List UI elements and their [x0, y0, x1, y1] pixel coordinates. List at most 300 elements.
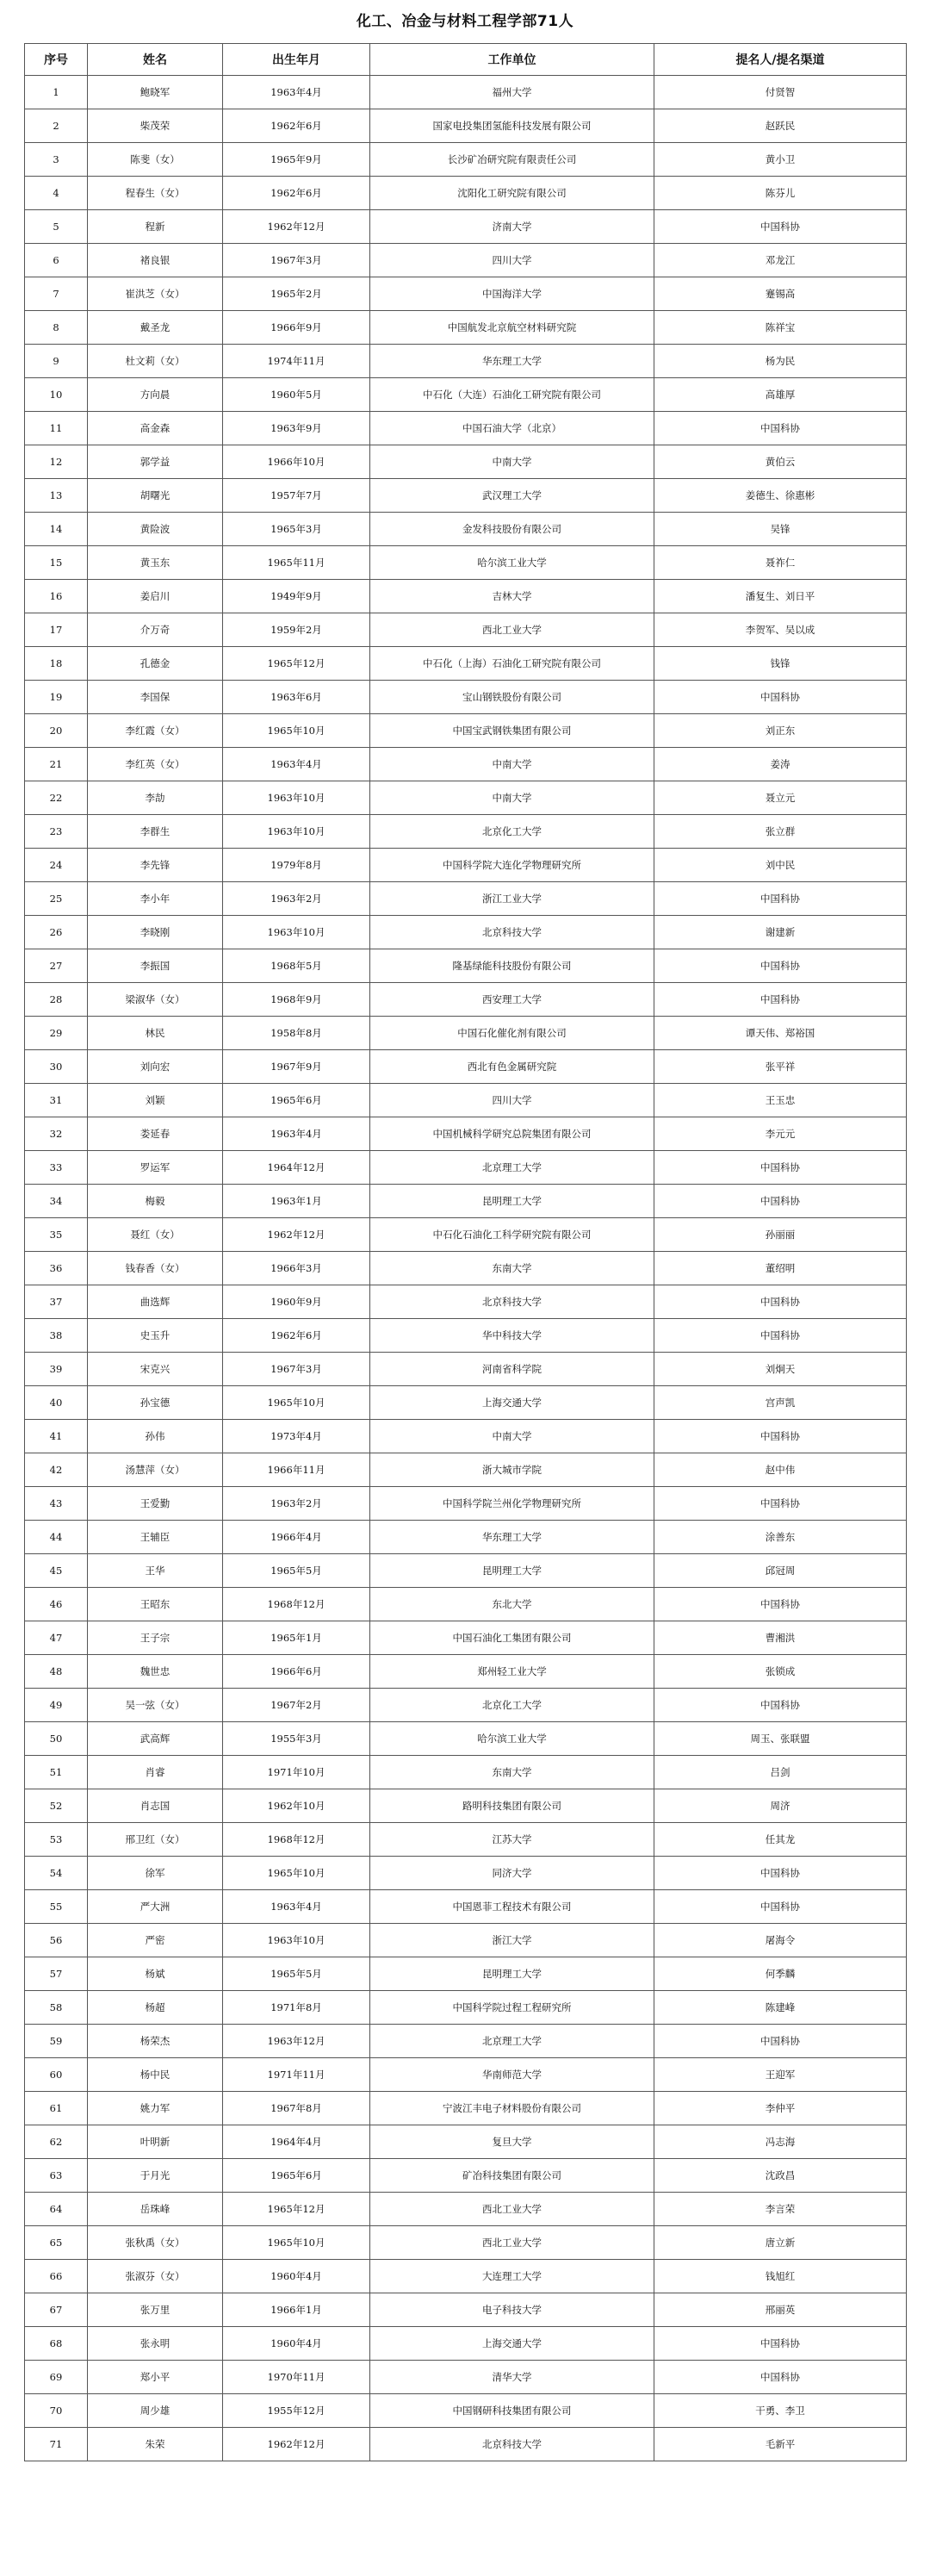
cell-work-unit: 中国宝武钢铁集团有限公司: [370, 714, 654, 748]
table-row: [25, 580, 907, 613]
cell-nominator: 中国科协: [654, 1857, 907, 1890]
cell-birth-date: 1968年12月: [223, 1823, 370, 1857]
cell-work-unit: 金发科技股份有限公司: [370, 513, 654, 546]
cell-name: 戴圣龙: [88, 311, 223, 345]
cell-index: 12: [25, 445, 88, 479]
cell-index: 65: [25, 2226, 88, 2260]
table-row: [25, 277, 907, 311]
table-row: [25, 1521, 907, 1554]
table-row: [25, 244, 907, 277]
cell-work-unit: 昆明理工大学: [370, 1957, 654, 1991]
cell-birth-date: 1963年10月: [223, 815, 370, 849]
header-index: 序号: [25, 44, 88, 76]
cell-work-unit: 华中科技大学: [370, 1319, 654, 1353]
cell-index: 57: [25, 1957, 88, 1991]
cell-nominator: 付贤智: [654, 76, 907, 109]
cell-birth-date: 1962年12月: [223, 2428, 370, 2461]
cell-work-unit: 北京科技大学: [370, 916, 654, 949]
cell-nominator: 钱锋: [654, 647, 907, 681]
table-row: [25, 513, 907, 546]
cell-index: 70: [25, 2394, 88, 2428]
table-row: [25, 1285, 907, 1319]
cell-index: 47: [25, 1621, 88, 1655]
cell-nominator: 曹湘洪: [654, 1621, 907, 1655]
cell-index: 21: [25, 748, 88, 781]
table-row: [25, 2159, 907, 2193]
cell-nominator: 任其龙: [654, 1823, 907, 1857]
cell-nominator: 中国科协: [654, 1890, 907, 1924]
cell-name: 李晓刚: [88, 916, 223, 949]
table-row: [25, 2193, 907, 2226]
cell-nominator: 冯志海: [654, 2125, 907, 2159]
cell-nominator: 蹇锡高: [654, 277, 907, 311]
table-row: [25, 748, 907, 781]
cell-work-unit: 浙江大学: [370, 1924, 654, 1957]
cell-name: 王昭东: [88, 1588, 223, 1621]
cell-birth-date: 1965年12月: [223, 2193, 370, 2226]
table-row: [25, 546, 907, 580]
cell-name: 梁淑华（女）: [88, 983, 223, 1017]
cell-birth-date: 1964年12月: [223, 1151, 370, 1185]
cell-index: 27: [25, 949, 88, 983]
cell-index: 54: [25, 1857, 88, 1890]
cell-nominator: 涂善东: [654, 1521, 907, 1554]
cell-work-unit: 矿冶科技集团有限公司: [370, 2159, 654, 2193]
cell-work-unit: 中国钢研科技集团有限公司: [370, 2394, 654, 2428]
cell-nominator: 张平祥: [654, 1050, 907, 1084]
cell-birth-date: 1963年4月: [223, 76, 370, 109]
cell-nominator: 中国科协: [654, 882, 907, 916]
cell-birth-date: 1963年10月: [223, 916, 370, 949]
cell-name: 严大洲: [88, 1890, 223, 1924]
cell-birth-date: 1963年10月: [223, 1924, 370, 1957]
cell-index: 17: [25, 613, 88, 647]
cell-work-unit: 北京化工大学: [370, 1689, 654, 1722]
cell-work-unit: 昆明理工大学: [370, 1554, 654, 1588]
cell-work-unit: 江苏大学: [370, 1823, 654, 1857]
cell-birth-date: 1965年11月: [223, 546, 370, 580]
cell-index: 5: [25, 210, 88, 244]
cell-birth-date: 1965年1月: [223, 1621, 370, 1655]
cell-nominator: 中国科协: [654, 210, 907, 244]
cell-name: 曲选辉: [88, 1285, 223, 1319]
cell-birth-date: 1965年10月: [223, 2226, 370, 2260]
cell-nominator: 中国科协: [654, 1689, 907, 1722]
cell-birth-date: 1963年4月: [223, 1890, 370, 1924]
header-work-unit: 工作单位: [370, 44, 654, 76]
cell-index: 66: [25, 2260, 88, 2293]
cell-birth-date: 1960年9月: [223, 1285, 370, 1319]
cell-birth-date: 1965年5月: [223, 1554, 370, 1588]
cell-birth-date: 1968年5月: [223, 949, 370, 983]
cell-nominator: 谢建新: [654, 916, 907, 949]
cell-nominator: 聂立元: [654, 781, 907, 815]
table-row: [25, 2361, 907, 2394]
cell-name: 李振国: [88, 949, 223, 983]
cell-index: 30: [25, 1050, 88, 1084]
cell-nominator: 高雄厚: [654, 378, 907, 412]
cell-nominator: 刘炯天: [654, 1353, 907, 1386]
cell-nominator: 中国科协: [654, 681, 907, 714]
table-row: [25, 1050, 907, 1084]
cell-name: 王华: [88, 1554, 223, 1588]
cell-work-unit: 中国恩菲工程技术有限公司: [370, 1890, 654, 1924]
table-row: [25, 1722, 907, 1756]
cell-index: 34: [25, 1185, 88, 1218]
cell-nominator: 中国科协: [654, 412, 907, 445]
cell-nominator: 赵中伟: [654, 1453, 907, 1487]
cell-index: 64: [25, 2193, 88, 2226]
cell-name: 王爱勤: [88, 1487, 223, 1521]
cell-index: 67: [25, 2293, 88, 2327]
cell-birth-date: 1966年4月: [223, 1521, 370, 1554]
cell-nominator: 毛新平: [654, 2428, 907, 2461]
cell-work-unit: 中国石油化工集团有限公司: [370, 1621, 654, 1655]
table-row: [25, 76, 907, 109]
cell-name: 张万里: [88, 2293, 223, 2327]
cell-name: 汤慧萍（女）: [88, 1453, 223, 1487]
table-row: [25, 714, 907, 748]
header-nominator: 提名人/提名渠道: [654, 44, 907, 76]
cell-work-unit: 中南大学: [370, 1420, 654, 1453]
table-row: [25, 177, 907, 210]
cell-index: 22: [25, 781, 88, 815]
cell-work-unit: 东南大学: [370, 1756, 654, 1789]
cell-nominator: 周济: [654, 1789, 907, 1823]
cell-birth-date: 1958年8月: [223, 1017, 370, 1050]
table-row: [25, 1017, 907, 1050]
cell-name: 褚良银: [88, 244, 223, 277]
cell-work-unit: 昆明理工大学: [370, 1185, 654, 1218]
table-row: [25, 983, 907, 1017]
cell-work-unit: 哈尔滨工业大学: [370, 1722, 654, 1756]
cell-work-unit: 北京科技大学: [370, 1285, 654, 1319]
cell-work-unit: 宝山钢铁股份有限公司: [370, 681, 654, 714]
cell-work-unit: 东北大学: [370, 1588, 654, 1621]
cell-work-unit: 西北工业大学: [370, 613, 654, 647]
cell-nominator: 唐立新: [654, 2226, 907, 2260]
cell-work-unit: 上海交通大学: [370, 2327, 654, 2361]
cell-name: 崔洪芝（女）: [88, 277, 223, 311]
cell-work-unit: 隆基绿能科技股份有限公司: [370, 949, 654, 983]
cell-name: 张淑芬（女）: [88, 2260, 223, 2293]
cell-index: 24: [25, 849, 88, 882]
cell-name: 武高辉: [88, 1722, 223, 1756]
cell-birth-date: 1962年6月: [223, 109, 370, 143]
cell-birth-date: 1967年2月: [223, 1689, 370, 1722]
cell-index: 61: [25, 2092, 88, 2125]
cell-nominator: 刘正东: [654, 714, 907, 748]
cell-name: 孔德金: [88, 647, 223, 681]
cell-index: 60: [25, 2058, 88, 2092]
cell-index: 50: [25, 1722, 88, 1756]
cell-birth-date: 1966年3月: [223, 1252, 370, 1285]
cell-nominator: 刘中民: [654, 849, 907, 882]
cell-birth-date: 1962年12月: [223, 210, 370, 244]
cell-work-unit: 清华大学: [370, 2361, 654, 2394]
table-row: [25, 1218, 907, 1252]
cell-birth-date: 1955年12月: [223, 2394, 370, 2428]
cell-birth-date: 1962年10月: [223, 1789, 370, 1823]
table-row: [25, 1252, 907, 1285]
cell-nominator: 陈芬儿: [654, 177, 907, 210]
cell-nominator: 李言荣: [654, 2193, 907, 2226]
table-row: [25, 2327, 907, 2361]
table-row: [25, 882, 907, 916]
cell-nominator: 中国科协: [654, 1588, 907, 1621]
cell-name: 李红霞（女）: [88, 714, 223, 748]
cell-work-unit: 中国科学院兰州化学物理研究所: [370, 1487, 654, 1521]
table-row: [25, 1554, 907, 1588]
cell-index: 33: [25, 1151, 88, 1185]
cell-nominator: 杨为民: [654, 345, 907, 378]
cell-birth-date: 1965年12月: [223, 647, 370, 681]
cell-work-unit: 中国科学院大连化学物理研究所: [370, 849, 654, 882]
table-row: [25, 210, 907, 244]
cell-birth-date: 1968年12月: [223, 1588, 370, 1621]
table-row: [25, 2226, 907, 2260]
cell-work-unit: 武汉理工大学: [370, 479, 654, 513]
cell-index: 51: [25, 1756, 88, 1789]
cell-birth-date: 1963年6月: [223, 681, 370, 714]
cell-birth-date: 1965年10月: [223, 1386, 370, 1420]
table-row: [25, 479, 907, 513]
cell-index: 62: [25, 2125, 88, 2159]
cell-name: 聂红（女）: [88, 1218, 223, 1252]
cell-nominator: 谭天伟、郑裕国: [654, 1017, 907, 1050]
cell-birth-date: 1949年9月: [223, 580, 370, 613]
cell-index: 15: [25, 546, 88, 580]
table-row: [25, 1991, 907, 2025]
table-row: [25, 1890, 907, 1924]
cell-nominator: 董绍明: [654, 1252, 907, 1285]
cell-index: 37: [25, 1285, 88, 1319]
cell-work-unit: 西北有色金属研究院: [370, 1050, 654, 1084]
cell-index: 23: [25, 815, 88, 849]
cell-birth-date: 1965年6月: [223, 2159, 370, 2193]
cell-work-unit: 复旦大学: [370, 2125, 654, 2159]
cell-birth-date: 1966年6月: [223, 1655, 370, 1689]
cell-birth-date: 1966年9月: [223, 311, 370, 345]
cell-name: 邢卫红（女）: [88, 1823, 223, 1857]
cell-name: 李群生: [88, 815, 223, 849]
cell-index: 19: [25, 681, 88, 714]
cell-index: 45: [25, 1554, 88, 1588]
cell-name: 王辅臣: [88, 1521, 223, 1554]
cell-work-unit: 中国航发北京航空材料研究院: [370, 311, 654, 345]
cell-name: 魏世忠: [88, 1655, 223, 1689]
cell-work-unit: 中国海洋大学: [370, 277, 654, 311]
cell-birth-date: 1960年4月: [223, 2327, 370, 2361]
cell-name: 李劼: [88, 781, 223, 815]
cell-work-unit: 国家电投集团氢能科技发展有限公司: [370, 109, 654, 143]
table-row: [25, 109, 907, 143]
table-row: [25, 681, 907, 714]
cell-index: 59: [25, 2025, 88, 2058]
cell-index: 36: [25, 1252, 88, 1285]
cell-name: 吴一弦（女）: [88, 1689, 223, 1722]
cell-nominator: 何季麟: [654, 1957, 907, 1991]
cell-birth-date: 1967年8月: [223, 2092, 370, 2125]
cell-birth-date: 1963年2月: [223, 882, 370, 916]
cell-index: 56: [25, 1924, 88, 1957]
cell-index: 1: [25, 76, 88, 109]
cell-name: 杨超: [88, 1991, 223, 2025]
cell-name: 李先锋: [88, 849, 223, 882]
cell-nominator: 潘复生、刘日平: [654, 580, 907, 613]
cell-name: 张永明: [88, 2327, 223, 2361]
cell-name: 梅毅: [88, 1185, 223, 1218]
table-row: [25, 1689, 907, 1722]
table-row: [25, 1487, 907, 1521]
cell-name: 朱荣: [88, 2428, 223, 2461]
cell-birth-date: 1966年11月: [223, 1453, 370, 1487]
cell-index: 68: [25, 2327, 88, 2361]
table-row: [25, 345, 907, 378]
cell-name: 杜文莉（女）: [88, 345, 223, 378]
cell-nominator: 中国科协: [654, 949, 907, 983]
cell-name: 叶明新: [88, 2125, 223, 2159]
cell-work-unit: 路明科技集团有限公司: [370, 1789, 654, 1823]
cell-index: 6: [25, 244, 88, 277]
cell-index: 71: [25, 2428, 88, 2461]
cell-index: 13: [25, 479, 88, 513]
cell-name: 程新: [88, 210, 223, 244]
cell-index: 32: [25, 1117, 88, 1151]
cell-birth-date: 1965年2月: [223, 277, 370, 311]
table-row: [25, 1588, 907, 1621]
cell-nominator: 钱旭红: [654, 2260, 907, 2293]
table-row: [25, 143, 907, 177]
cell-birth-date: 1967年3月: [223, 244, 370, 277]
cell-name: 李国保: [88, 681, 223, 714]
cell-birth-date: 1962年6月: [223, 1319, 370, 1353]
table-row: [25, 815, 907, 849]
cell-birth-date: 1963年10月: [223, 781, 370, 815]
cell-index: 3: [25, 143, 88, 177]
cell-birth-date: 1971年10月: [223, 1756, 370, 1789]
cell-nominator: 邓龙江: [654, 244, 907, 277]
cell-work-unit: 西北工业大学: [370, 2226, 654, 2260]
nominee-table: [24, 43, 907, 2461]
cell-work-unit: 中石化（上海）石油化工研究院有限公司: [370, 647, 654, 681]
cell-nominator: 邢丽英: [654, 2293, 907, 2327]
cell-birth-date: 1965年9月: [223, 143, 370, 177]
cell-nominator: 张锁成: [654, 1655, 907, 1689]
cell-work-unit: 沈阳化工研究院有限公司: [370, 177, 654, 210]
table-row: [25, 1453, 907, 1487]
cell-nominator: 姜涛: [654, 748, 907, 781]
cell-work-unit: 中国石油大学（北京）: [370, 412, 654, 445]
cell-nominator: 陈建峰: [654, 1991, 907, 2025]
cell-index: 25: [25, 882, 88, 916]
document-title: 化工、冶金与材料工程学部71人: [356, 13, 574, 30]
cell-index: 40: [25, 1386, 88, 1420]
table-row: [25, 1185, 907, 1218]
cell-birth-date: 1974年11月: [223, 345, 370, 378]
table-row: [25, 2293, 907, 2327]
cell-work-unit: 上海交通大学: [370, 1386, 654, 1420]
table-row: [25, 2428, 907, 2461]
table-row: [25, 1823, 907, 1857]
cell-nominator: 邱冠周: [654, 1554, 907, 1588]
cell-nominator: 沈政昌: [654, 2159, 907, 2193]
table-row: [25, 1420, 907, 1453]
cell-index: 35: [25, 1218, 88, 1252]
cell-name: 柴茂荣: [88, 109, 223, 143]
cell-nominator: 中国科协: [654, 2025, 907, 2058]
cell-work-unit: 浙大城市学院: [370, 1453, 654, 1487]
cell-index: 18: [25, 647, 88, 681]
cell-name: 杨中民: [88, 2058, 223, 2092]
table-row: [25, 613, 907, 647]
table-row: [25, 849, 907, 882]
cell-nominator: 中国科协: [654, 1285, 907, 1319]
cell-nominator: 赵跃民: [654, 109, 907, 143]
cell-name: 肖志国: [88, 1789, 223, 1823]
cell-index: 43: [25, 1487, 88, 1521]
cell-index: 63: [25, 2159, 88, 2193]
cell-name: 张秋禹（女）: [88, 2226, 223, 2260]
cell-birth-date: 1971年11月: [223, 2058, 370, 2092]
cell-work-unit: 中石化（大连）石油化工研究院有限公司: [370, 378, 654, 412]
cell-birth-date: 1967年3月: [223, 1353, 370, 1386]
cell-name: 徐军: [88, 1857, 223, 1890]
table-row: [25, 1151, 907, 1185]
cell-index: 58: [25, 1991, 88, 2025]
cell-birth-date: 1963年1月: [223, 1185, 370, 1218]
cell-name: 刘颖: [88, 1084, 223, 1117]
table-row: [25, 311, 907, 345]
cell-birth-date: 1964年4月: [223, 2125, 370, 2159]
cell-name: 姚力军: [88, 2092, 223, 2125]
cell-work-unit: 河南省科学院: [370, 1353, 654, 1386]
cell-index: 55: [25, 1890, 88, 1924]
cell-birth-date: 1979年8月: [223, 849, 370, 882]
cell-name: 娄延春: [88, 1117, 223, 1151]
cell-nominator: 李元元: [654, 1117, 907, 1151]
cell-nominator: 中国科协: [654, 1151, 907, 1185]
cell-nominator: 姜德生、徐惠彬: [654, 479, 907, 513]
cell-nominator: 王迎军: [654, 2058, 907, 2092]
cell-work-unit: 吉林大学: [370, 580, 654, 613]
cell-name: 孙伟: [88, 1420, 223, 1453]
cell-nominator: 吴锋: [654, 513, 907, 546]
cell-index: 2: [25, 109, 88, 143]
table-row: [25, 2025, 907, 2058]
cell-work-unit: 中南大学: [370, 748, 654, 781]
cell-nominator: 中国科协: [654, 983, 907, 1017]
cell-name: 史玉升: [88, 1319, 223, 1353]
cell-nominator: 黄小卫: [654, 143, 907, 177]
cell-name: 肖睿: [88, 1756, 223, 1789]
cell-nominator: 张立群: [654, 815, 907, 849]
cell-nominator: 屠海令: [654, 1924, 907, 1957]
cell-birth-date: 1963年4月: [223, 1117, 370, 1151]
cell-index: 53: [25, 1823, 88, 1857]
cell-name: 于月光: [88, 2159, 223, 2193]
cell-name: 林民: [88, 1017, 223, 1050]
cell-birth-date: 1971年8月: [223, 1991, 370, 2025]
cell-index: 38: [25, 1319, 88, 1353]
table-row: [25, 1756, 907, 1789]
cell-index: 44: [25, 1521, 88, 1554]
cell-birth-date: 1968年9月: [223, 983, 370, 1017]
cell-birth-date: 1962年12月: [223, 1218, 370, 1252]
header-name: 姓名: [88, 44, 223, 76]
cell-name: 刘向宏: [88, 1050, 223, 1084]
cell-work-unit: 北京化工大学: [370, 815, 654, 849]
